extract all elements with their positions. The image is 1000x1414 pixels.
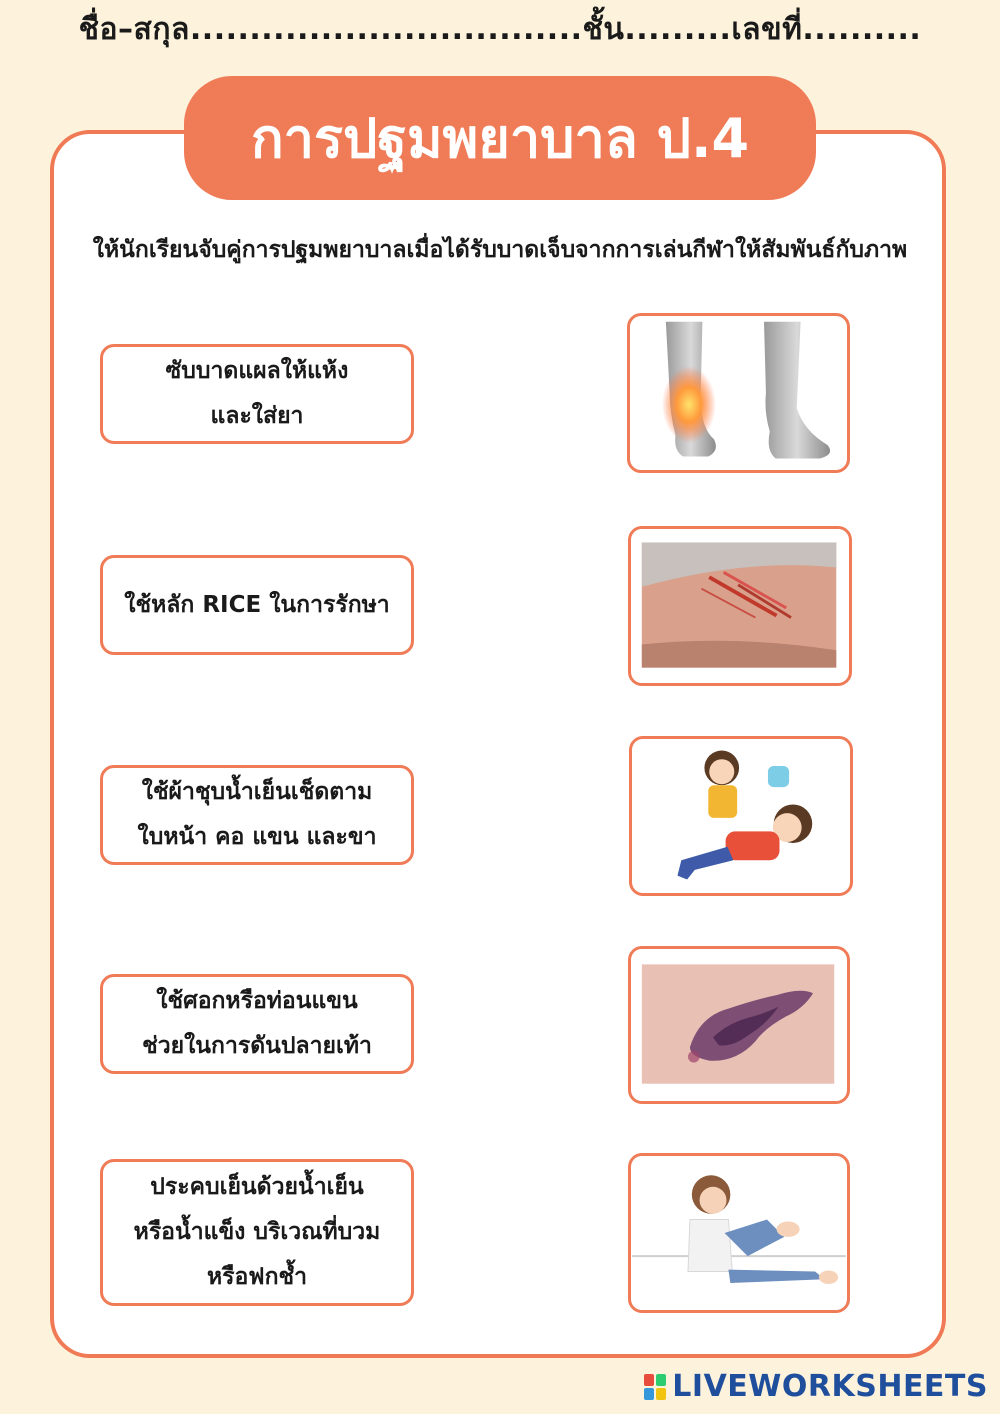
answer-card-1-line-2: และใส่ยา (210, 403, 304, 429)
worksheet-title: การปฐมพยาบาล ป.4 (184, 76, 816, 200)
answer-card-5-line-3: หรือฟกช้ำ (206, 1263, 308, 1290)
leg-cramp-image[interactable] (628, 1153, 850, 1313)
answer-card-3-line-1: ใช้ผ้าชุบน้ำเย็นเช็ดตาม (141, 779, 373, 806)
skin-abrasion-illustration (631, 529, 849, 683)
answer-card-4-line-1: ใช้ศอกหรือท่อนแขน (156, 988, 358, 1015)
bruise-illustration (631, 949, 847, 1101)
name-class-number-line: ชื่อ–สกุล.................................ชั้น.........เลขที่.......... (78, 12, 922, 47)
instruction-text: ให้นักเรียนจับคู่การปฐมพยาบาลเมื่อได้รับบาดเจ็บจากการเล่นกีฬาให้สัมพันธ์กับภาพ (92, 237, 908, 263)
leg-cramp-illustration (631, 1156, 847, 1310)
bruise-image[interactable] (628, 946, 850, 1104)
answer-card-1-line-1: ซับบาดแผลให้แห้ง (165, 358, 349, 385)
liveworksheets-wordmark: LIVEWORKSHEETS (672, 1369, 988, 1404)
answer-card-5-line-1: ประคบเย็นด้วยน้ำเย็น (150, 1174, 364, 1201)
liveworksheets-mark-icon (644, 1374, 666, 1400)
sprained-ankle-illustration (630, 316, 847, 470)
heatstroke-care-image[interactable] (629, 736, 853, 896)
skin-abrasion-image[interactable] (628, 526, 852, 686)
sprained-ankle-image[interactable] (627, 313, 850, 473)
answer-card-2-line-1: ใช้หลัก RICE ในการรักษา (124, 591, 390, 618)
heatstroke-care-illustration (632, 739, 850, 893)
answer-card-5[interactable] (100, 1159, 414, 1306)
answer-card-2[interactable] (100, 555, 414, 655)
answer-card-5-line-2: หรือน้ำแข็ง บริเวณที่บวม (133, 1219, 381, 1246)
answer-card-4-line-2: ช่วยในการดันปลายเท้า (142, 1033, 372, 1059)
answer-card-3[interactable] (100, 765, 414, 865)
answer-card-3-line-2: ใบหน้า คอ แขน และขา (137, 824, 377, 850)
liveworksheets-logo (644, 1369, 988, 1404)
answer-card-1[interactable] (100, 344, 414, 444)
answer-card-4[interactable] (100, 974, 414, 1074)
